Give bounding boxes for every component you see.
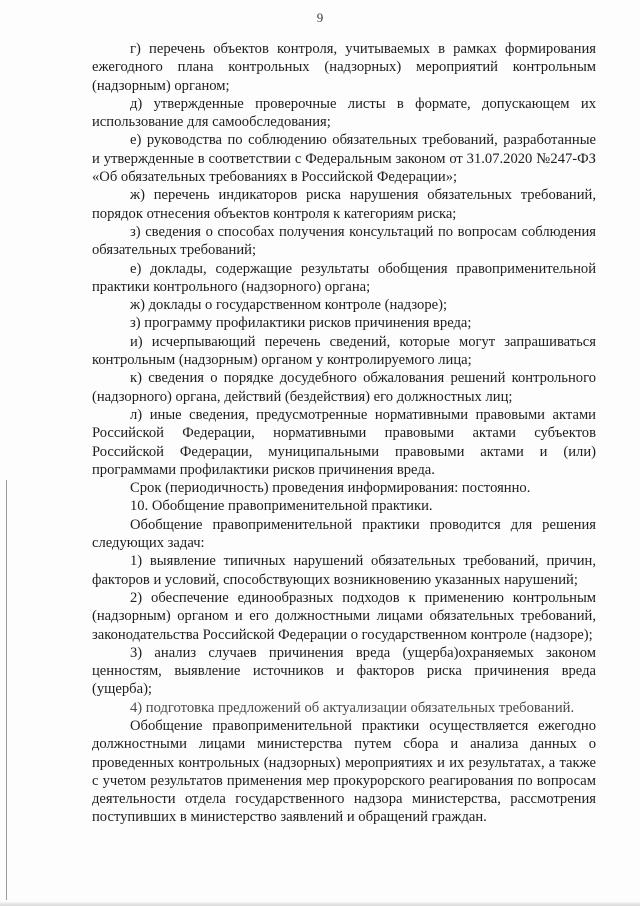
paragraph-item-g: г) перечень объектов контроля, учитываемых в рамках формирования ежегодного плана контрольных (надзорных) мероприятий контрольным (надзорным) органом; bbox=[92, 41, 596, 94]
scan-edge-line bbox=[6, 480, 7, 900]
document-body bbox=[92, 40, 596, 827]
paragraph-item-z-program: з) программу профилактики рисков причинения вреда; bbox=[130, 315, 472, 332]
paragraph-item-l: л) иные сведения, предусмотренные нормативными правовыми актами Российской Федерации, нормативными правовыми актами субъектов Российской Федерации, муниципальными правовыми актами и (или) программами профилактики рисков причинения вреда. bbox=[92, 406, 596, 478]
paragraph-item-zh: ж) перечень индикаторов риска нарушения обязательных требований, порядок отнесения объектов контроля к категориям риска; bbox=[92, 187, 596, 222]
paragraph-item-e: е) руководства по соблюдению обязательных требований, разработанные и утвержденные в соответствии с Федеральным законом от 31.07.2020 №247-ФЗ «Об обязательных требованиях в Российской Федерации»; bbox=[92, 132, 596, 186]
paragraph-item-z: з) сведения о способах получения консультаций по вопросам соблюдения обязательных требований; bbox=[92, 223, 596, 259]
paragraph-item-d: д) утвержденные проверочные листы в формате, допускающем их использование для самообследования; bbox=[92, 95, 596, 131]
paragraph-item-i: и) исчерпывающий перечень сведений, которые могут запрашиваться контрольным (надзорным) органом у контролируемого лица; bbox=[92, 333, 596, 369]
paragraph-item-zh-reports: ж) доклады о государственном контроле (надзоре); bbox=[130, 297, 448, 314]
paragraph-item-e-reports: е) доклады, содержащие результаты обобщения правоприменительной практики контрольного (надзорного) органа; bbox=[92, 260, 596, 295]
scan-bottom-shadow bbox=[0, 902, 640, 906]
section-heading-10: 10. Обобщение правоприменительной практики. bbox=[130, 498, 433, 515]
task-item-4: 4) подготовка предложений об актуализации обязательных требований. bbox=[130, 699, 575, 716]
paragraph-tasks-intro: Обобщение правоприменительной практики проводится для решения следующих задач: bbox=[92, 516, 596, 552]
task-item-2: 2) обеспечение единообразных подходов к применению контрольным (надзорным) органом и его должностными лицами обязательных требований, законодательства Российской Федерации о государственном контроле (надзоре); bbox=[92, 589, 596, 643]
paragraph-item-k: к) сведения о порядке досудебного обжалования решений контрольного (надзорного) органа, действий (бездействия) его должностных лиц; bbox=[92, 370, 596, 405]
task-item-1: 1) выявление типичных нарушений обязательных требований, причин, факторов и условий, способствующих возникновению указанных нарушений; bbox=[92, 553, 596, 588]
task-item-3: 3) анализ случаев причинения вреда (ущерба)охраняемых законом ценностям, выявление источников и факторов риска причинения вреда (ущерба); bbox=[92, 644, 596, 698]
paragraph-generalization: Обобщение правоприменительной практики осуществляется ежегодно должностными лицами министерства путем сбора и анализа данных о проведенных контрольных (надзорных) мероприятиях и их результатах, а также с учетом результатов применения мер прокурорского реагирования по вопросам деятельности отдела государственного надзора министерства, рассмотрения поступивших в министерство заявлений и обращений граждан. bbox=[92, 717, 596, 826]
paragraph-informing-period: Срок (периодичность) проведения информирования: постоянно. bbox=[130, 480, 531, 497]
page-number: 9 bbox=[316, 10, 324, 25]
